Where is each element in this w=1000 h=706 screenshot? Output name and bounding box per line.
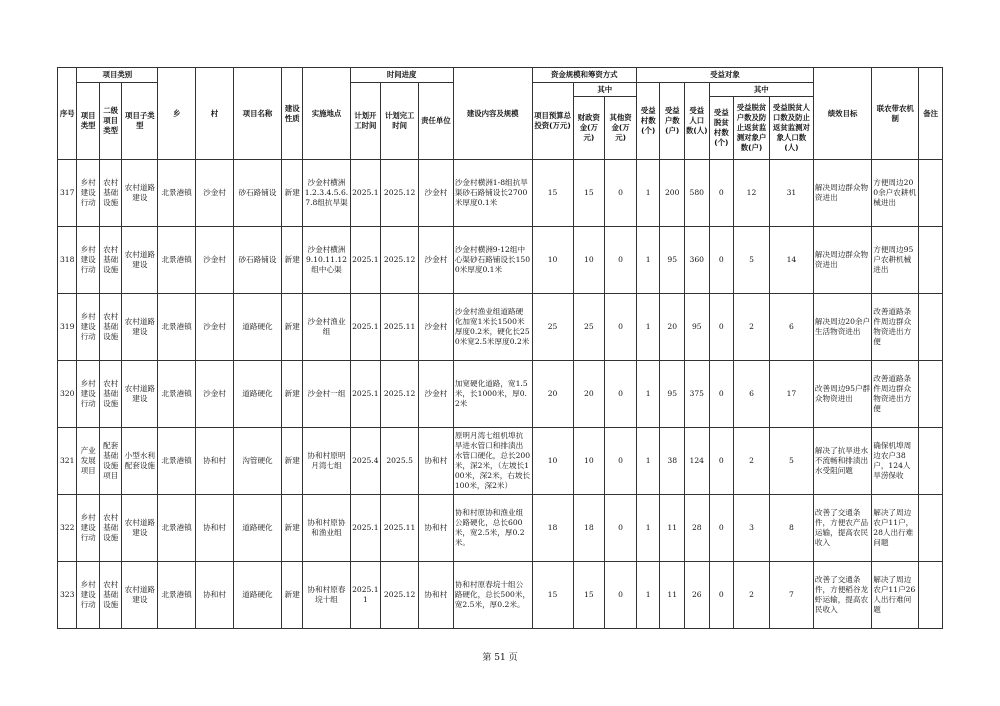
cell-p-people: 8 — [769, 495, 813, 562]
col-cat2: 二级项目类型 — [99, 83, 122, 160]
col-cat3: 项目子类型 — [122, 83, 158, 160]
table-row — [58, 562, 943, 629]
cell-name: 沟管硬化 — [233, 428, 281, 495]
cell-remark — [919, 227, 943, 294]
cell-cat1: 乡村建设行动 — [77, 562, 100, 629]
cell-remark — [919, 361, 943, 428]
cell-b-households: 11 — [660, 562, 685, 629]
cell-nature: 新建 — [282, 294, 303, 361]
cell-unit: 协和村 — [419, 562, 454, 629]
cell-b-people: 95 — [685, 294, 710, 361]
cell-link: 改善道路条件周边群众物资进出方便 — [872, 361, 919, 428]
col-location: 实施地点 — [303, 68, 350, 160]
cell-village: 沙金村 — [196, 160, 234, 227]
cell-remark — [919, 160, 943, 227]
cell-unit: 协和村 — [419, 428, 454, 495]
cell-village: 协和村 — [196, 495, 234, 562]
cell-fiscal: 20 — [573, 361, 605, 428]
cell-village: 沙金村 — [196, 294, 234, 361]
cell-b-households: 11 — [660, 495, 685, 562]
cell-budget: 15 — [532, 160, 573, 227]
cell-content: 沙金村横洲1-8组抗旱渠砂石路铺设长2700米厚度0.1米 — [453, 160, 532, 227]
table-row — [58, 160, 943, 227]
table-row — [58, 227, 943, 294]
cell-end: 2025.5 — [381, 428, 419, 495]
cell-p-households: 2 — [734, 428, 770, 495]
cell-budget: 18 — [532, 495, 573, 562]
cell-p-households: 3 — [734, 495, 770, 562]
cell-b-people: 375 — [685, 361, 710, 428]
cell-content: 沙金村渔业组道路硬化加宽1米长1500米厚度0.2米，硬化长250米宽2.5米厚度0.2米 — [453, 294, 532, 361]
cell-remark — [919, 562, 943, 629]
cell-p-households: 6 — [734, 361, 770, 428]
cell-cat3: 农村道路建设 — [122, 562, 158, 629]
col-benefit-sub: 其中 — [709, 83, 813, 97]
cell-nature: 新建 — [282, 495, 303, 562]
table-header — [58, 68, 943, 160]
cell-no: 318 — [58, 227, 77, 294]
table-row — [58, 495, 943, 562]
cell-location: 协和村原春垸十组 — [303, 562, 350, 629]
cell-budget: 20 — [532, 361, 573, 428]
cell-cat3: 小型水利配套设施 — [122, 428, 158, 495]
cell-location: 沙金村横洲9.10.11.12组中心渠 — [303, 227, 350, 294]
cell-name: 道路硬化 — [233, 495, 281, 562]
cell-p-households: 2 — [734, 294, 770, 361]
cell-goal: 解决周边20余户生活物资进出 — [813, 294, 871, 361]
project-table — [57, 67, 943, 629]
cell-cat2: 农村基础设施 — [99, 562, 122, 629]
cell-budget: 15 — [532, 562, 573, 629]
cell-budget: 25 — [532, 294, 573, 361]
col-p-people: 受益脱贫人口数及防止返贫监测对象人口数(人) — [769, 97, 813, 160]
cell-nature: 新建 — [282, 361, 303, 428]
cell-fiscal: 15 — [573, 562, 605, 629]
cell-nature: 新建 — [282, 428, 303, 495]
col-remark: 备注 — [919, 68, 943, 160]
cell-b-people: 580 — [685, 160, 710, 227]
cell-no: 320 — [58, 361, 77, 428]
cell-cat2: 农村基础设施 — [99, 227, 122, 294]
cell-unit: 沙金村 — [419, 294, 454, 361]
cell-b-villages: 1 — [636, 495, 660, 562]
cell-b-villages: 1 — [636, 227, 660, 294]
table-row — [58, 294, 943, 361]
cell-location: 协和村原协和渔业组 — [303, 495, 350, 562]
cell-b-households: 95 — [660, 227, 685, 294]
cell-content: 协和村原春垸十组公路硬化，总长500米，宽2.5米，厚0.2米。 — [453, 562, 532, 629]
cell-goal: 改善了交通条件，方便农产品运输，提高农民收入 — [813, 495, 871, 562]
cell-fiscal: 18 — [573, 495, 605, 562]
cell-p-villages: 0 — [709, 294, 734, 361]
cell-town: 北景港镇 — [158, 495, 196, 562]
cell-remark — [919, 294, 943, 361]
cell-p-households: 5 — [734, 227, 770, 294]
cell-nature: 新建 — [282, 562, 303, 629]
cell-fiscal: 10 — [573, 227, 605, 294]
cell-other: 0 — [605, 294, 637, 361]
cell-goal: 解决了抗旱进水不流畅和排渍出水受阻问题 — [813, 428, 871, 495]
col-fiscal: 财政资金(万元) — [573, 97, 605, 160]
col-unit: 责任单位 — [419, 83, 454, 160]
cell-content: 沙金村横洲9-12组中心渠砂石路铺设长1500米厚度0.1米 — [453, 227, 532, 294]
col-village: 村 — [196, 68, 234, 160]
cell-b-people: 360 — [685, 227, 710, 294]
col-end: 计划完工时间 — [381, 83, 419, 160]
col-fund-sub: 其中 — [573, 83, 636, 97]
cell-start: 2025.4 — [350, 428, 381, 495]
cell-start: 2025.1 — [350, 294, 381, 361]
col-town: 乡 — [158, 68, 196, 160]
cell-name: 道路硬化 — [233, 562, 281, 629]
cell-cat1: 乡村建设行动 — [77, 160, 100, 227]
cell-link: 方便周边200余户农耕机械进出 — [872, 160, 919, 227]
cell-unit: 沙金村 — [419, 160, 454, 227]
cell-cat1: 乡村建设行动 — [77, 227, 100, 294]
cell-p-villages: 0 — [709, 160, 734, 227]
cell-b-households: 200 — [660, 160, 685, 227]
cell-fiscal: 15 — [573, 160, 605, 227]
cell-start: 2025.1 — [350, 495, 381, 562]
cell-p-people: 6 — [769, 294, 813, 361]
col-benefit-group: 受益对象 — [636, 68, 813, 83]
col-p-households: 受益脱贫户数及防止返贫监测对象户数(户) — [734, 97, 770, 160]
cell-b-households: 95 — [660, 361, 685, 428]
cell-unit: 沙金村 — [419, 227, 454, 294]
cell-no: 322 — [58, 495, 77, 562]
cell-town: 北景港镇 — [158, 428, 196, 495]
cell-town: 北景港镇 — [158, 160, 196, 227]
cell-budget: 10 — [532, 428, 573, 495]
cell-p-villages: 0 — [709, 361, 734, 428]
cell-other: 0 — [605, 428, 637, 495]
cell-b-villages: 1 — [636, 428, 660, 495]
cell-fiscal: 25 — [573, 294, 605, 361]
cell-end: 2025.12 — [381, 361, 419, 428]
col-b-households: 受益户数(户) — [660, 83, 685, 160]
table-body — [58, 160, 943, 629]
cell-nature: 新建 — [282, 227, 303, 294]
cell-location: 沙金村横洲1.2.3.4.5.6.7.8组抗旱渠 — [303, 160, 350, 227]
cell-fiscal: 10 — [573, 428, 605, 495]
cell-town: 北景港镇 — [158, 294, 196, 361]
cell-start: 2025.1 — [350, 361, 381, 428]
col-b-villages: 受益村数(个) — [636, 83, 660, 160]
col-no: 序号 — [58, 68, 77, 160]
cell-cat1: 乡村建设行动 — [77, 294, 100, 361]
cell-goal: 解决周边群众物资进出 — [813, 227, 871, 294]
cell-start: 2025.1 — [350, 160, 381, 227]
cell-remark — [919, 495, 943, 562]
cell-name: 砂石路铺设 — [233, 160, 281, 227]
cell-cat2: 农村基础设施 — [99, 361, 122, 428]
cell-town: 北景港镇 — [158, 562, 196, 629]
cell-b-people: 28 — [685, 495, 710, 562]
cell-link: 确保机埠周边农户38户，124人旱涝保收 — [872, 428, 919, 495]
cell-b-people: 124 — [685, 428, 710, 495]
cell-link: 解决了周边农户11户，28人出行难问题 — [872, 495, 919, 562]
col-goal: 绩效目标 — [813, 68, 871, 160]
cell-goal: 改善了交通条件，方便稻谷龙虾运输，提高农民收入 — [813, 562, 871, 629]
cell-cat3: 农村道路建设 — [122, 495, 158, 562]
cell-remark — [919, 428, 943, 495]
cell-p-people: 17 — [769, 361, 813, 428]
cell-link: 解决了周边农户11户26人出行难问题 — [872, 562, 919, 629]
cell-town: 北景港镇 — [158, 361, 196, 428]
cell-end: 2025.12 — [381, 562, 419, 629]
cell-other: 0 — [605, 361, 637, 428]
table-row — [58, 428, 943, 495]
cell-name: 道路硬化 — [233, 294, 281, 361]
col-category-group: 项目类别 — [77, 68, 158, 83]
cell-name: 道路硬化 — [233, 361, 281, 428]
cell-cat1: 乡村建设行动 — [77, 361, 100, 428]
cell-village: 协和村 — [196, 562, 234, 629]
cell-p-villages: 0 — [709, 428, 734, 495]
cell-town: 北景港镇 — [158, 227, 196, 294]
col-p-villages: 受益脱贫村数(个) — [709, 97, 734, 160]
cell-cat2: 农村基础设施 — [99, 294, 122, 361]
cell-village: 协和村 — [196, 428, 234, 495]
col-fund-group: 资金规模和筹资方式 — [532, 68, 636, 83]
cell-other: 0 — [605, 160, 637, 227]
cell-link: 改善道路条件周边群众物资进出方便 — [872, 294, 919, 361]
cell-start: 2025.11 — [350, 562, 381, 629]
cell-village: 沙金村 — [196, 361, 234, 428]
cell-content: 原明月湾七组机埠抗旱进水管口和排渍出水管口硬化，总长200米，深2米，（左坡长100米，深2米，右坡长100米，深2米） — [453, 428, 532, 495]
cell-p-households: 12 — [734, 160, 770, 227]
cell-p-people: 14 — [769, 227, 813, 294]
col-time-group: 时间进度 — [350, 68, 453, 83]
cell-cat1: 乡村建设行动 — [77, 495, 100, 562]
col-nature: 建设性质 — [282, 68, 303, 160]
table-row — [58, 361, 943, 428]
col-name: 项目名称 — [233, 68, 281, 160]
col-b-people: 受益人口数(人) — [685, 83, 710, 160]
cell-b-households: 20 — [660, 294, 685, 361]
cell-budget: 10 — [532, 227, 573, 294]
cell-end: 2025.11 — [381, 294, 419, 361]
cell-other: 0 — [605, 495, 637, 562]
cell-name: 砂石路铺设 — [233, 227, 281, 294]
cell-cat3: 农村道路建设 — [122, 160, 158, 227]
cell-link: 方便周边95户农耕机械进出 — [872, 227, 919, 294]
col-other: 其他资金(万元) — [605, 97, 637, 160]
cell-cat3: 农村道路建设 — [122, 361, 158, 428]
cell-no: 319 — [58, 294, 77, 361]
cell-cat2: 配套基础设施项目 — [99, 428, 122, 495]
cell-p-people: 31 — [769, 160, 813, 227]
cell-location: 协和村原明月湾七组 — [303, 428, 350, 495]
cell-end: 2025.11 — [381, 495, 419, 562]
cell-location: 沙金村渔业组 — [303, 294, 350, 361]
cell-p-people: 5 — [769, 428, 813, 495]
cell-goal: 解决周边群众物资进出 — [813, 160, 871, 227]
cell-location: 沙金村一组 — [303, 361, 350, 428]
cell-no: 321 — [58, 428, 77, 495]
cell-b-villages: 1 — [636, 361, 660, 428]
col-start: 计划开工时间 — [350, 83, 381, 160]
cell-other: 0 — [605, 227, 637, 294]
cell-p-people: 7 — [769, 562, 813, 629]
cell-cat3: 农村道路建设 — [122, 294, 158, 361]
cell-cat3: 农村道路建设 — [122, 227, 158, 294]
cell-cat2: 农村基础设施 — [99, 160, 122, 227]
cell-no: 323 — [58, 562, 77, 629]
cell-no: 317 — [58, 160, 77, 227]
cell-start: 2025.1 — [350, 227, 381, 294]
cell-b-villages: 1 — [636, 562, 660, 629]
cell-b-villages: 1 — [636, 294, 660, 361]
col-cat1: 项目类型 — [77, 83, 100, 160]
cell-p-villages: 0 — [709, 227, 734, 294]
cell-village: 沙金村 — [196, 227, 234, 294]
cell-unit: 协和村 — [419, 495, 454, 562]
cell-nature: 新建 — [282, 160, 303, 227]
cell-unit: 沙金村 — [419, 361, 454, 428]
col-link: 联农带农机制 — [872, 68, 919, 160]
cell-b-villages: 1 — [636, 160, 660, 227]
cell-p-villages: 0 — [709, 495, 734, 562]
cell-p-villages: 0 — [709, 562, 734, 629]
cell-content: 协和村原协和渔业组公路硬化，总长600米，宽2.5米，厚0.2米。 — [453, 495, 532, 562]
cell-cat1: 产业发展项目 — [77, 428, 100, 495]
cell-b-households: 38 — [660, 428, 685, 495]
cell-end: 2025.12 — [381, 227, 419, 294]
cell-content: 加宽硬化道路，宽1.5米，长1000米，厚0.2米 — [453, 361, 532, 428]
col-content: 建设内容及规模 — [453, 68, 532, 160]
cell-b-people: 26 — [685, 562, 710, 629]
cell-goal: 改善周边95户群众物资进出 — [813, 361, 871, 428]
cell-other: 0 — [605, 562, 637, 629]
col-budget: 项目预算总投资(万元) — [532, 83, 573, 160]
page-number: 第 51 页 — [482, 653, 518, 663]
cell-cat2: 农村基础设施 — [99, 495, 122, 562]
cell-end: 2025.12 — [381, 160, 419, 227]
cell-p-households: 2 — [734, 562, 770, 629]
